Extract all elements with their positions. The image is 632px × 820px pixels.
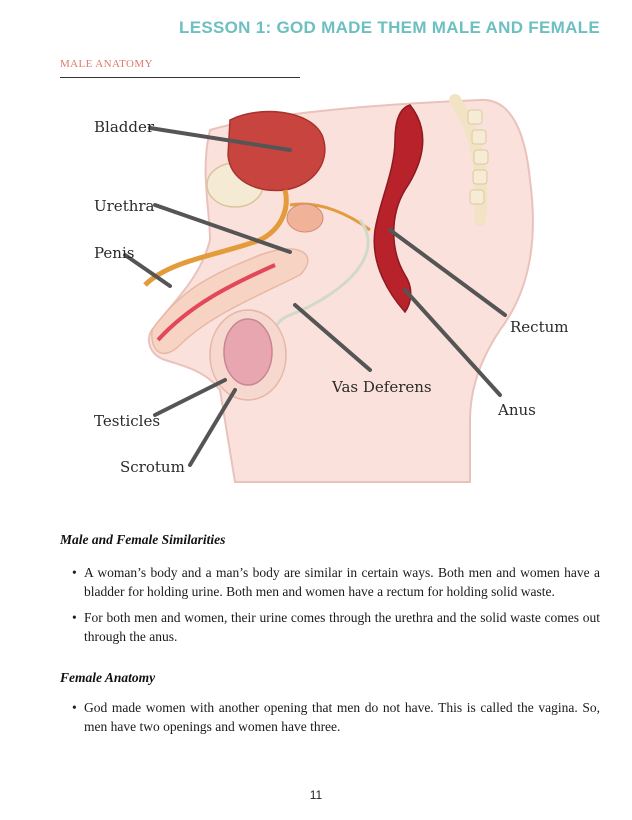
label-vas-deferens: Vas Deferens <box>332 378 432 396</box>
label-bladder: Bladder <box>94 118 155 136</box>
section-label: MALE ANATOMY <box>60 58 153 70</box>
label-anus: Anus <box>498 401 536 419</box>
testicle <box>224 319 272 385</box>
lesson-title: LESSON 1: GOD MADE THEM MALE AND FEMALE <box>179 18 600 37</box>
label-testicles: Testicles <box>94 412 161 430</box>
section-divider <box>60 77 300 78</box>
bladder <box>228 112 325 191</box>
label-rectum: Rectum <box>510 318 569 336</box>
bullet-similarities-2: • For both men and women, their urine comes through the urethra and the solid waste comes out through the anus. <box>72 610 600 644</box>
heading-similarities: Male and Female Similarities <box>60 532 226 547</box>
bullet-female-1: • God made women with another opening that men do not have. This is called the vagina. So, men have two openings and women have three. <box>72 700 600 734</box>
label-penis: Penis <box>94 244 135 262</box>
prostate <box>287 204 323 232</box>
page-number: 11 <box>309 788 323 802</box>
bullet-similarities-1: • A woman’s body and a man’s body are similar in certain ways. Both men and women have a bladder for holding urine. Both men and women have a rectum for holding solid waste. <box>72 565 600 599</box>
label-scrotum: Scrotum <box>120 458 185 476</box>
male-anatomy-diagram <box>60 90 600 490</box>
heading-female-anatomy: Female Anatomy <box>60 670 156 685</box>
label-urethra: Urethra <box>94 197 155 215</box>
